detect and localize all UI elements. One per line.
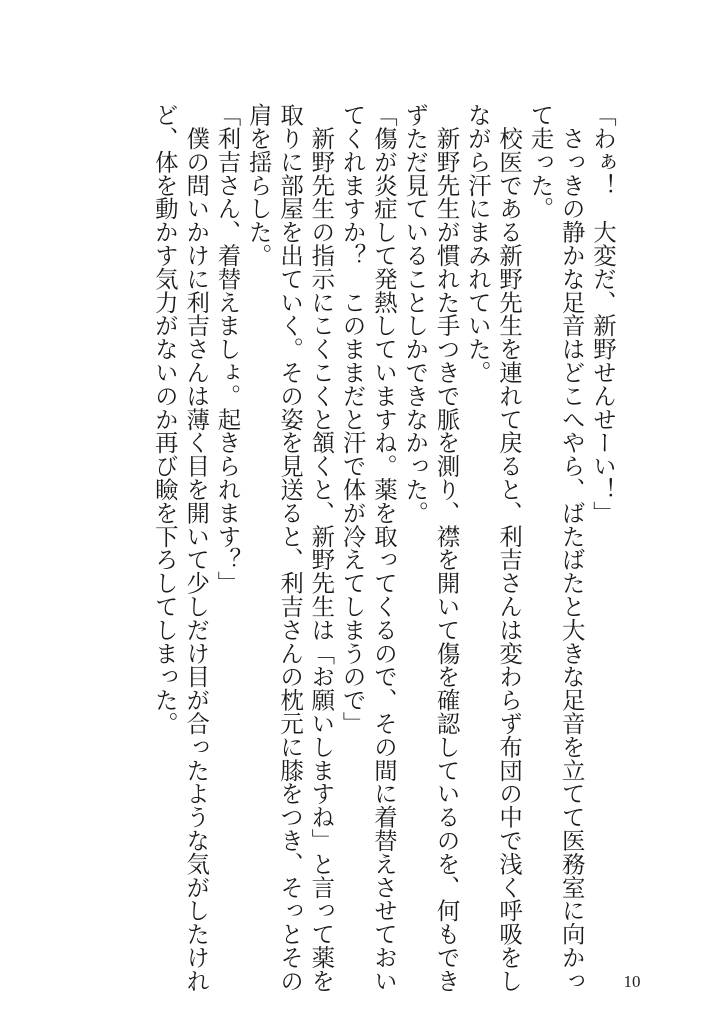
text-line-3: て走った。 bbox=[526, 103, 555, 220]
text-line-6: 新野先生が慣れた手つきで脈を測り、襟を開いて傷を確認しているのを、何もでき bbox=[432, 103, 461, 993]
text-line-11: 取りに部屋を出ていく。その姿を見送ると、利吉さんの枕元に膝をつき、そっとその bbox=[276, 103, 305, 993]
page-number: 10 bbox=[623, 972, 641, 991]
vertical-text-body bbox=[98, 103, 618, 993]
text-line-15: ど、体を動かす気力がないのか再び瞼を下ろしてしまった。 bbox=[150, 103, 179, 735]
text-line-7: ずただ見ていることしかできなかった。 bbox=[401, 103, 430, 525]
text-line-14: 僕の問いかけに利吉さんは薄く目を開いて少しだけ目が合ったような気がしたけれ bbox=[182, 103, 211, 993]
text-line-9: てくれますか？ このままだと汗で体が冷えてしまうので」 bbox=[338, 103, 367, 735]
text-line-2: さっきの静かな足音はどこへやら、ばたばたと大きな足音を立てて医務室に向かっ bbox=[557, 103, 586, 993]
text-line-5: ながら汗にまみれていた。 bbox=[463, 103, 492, 384]
text-line-12: 肩を揺らした。 bbox=[244, 103, 273, 267]
text-line-8: 「傷が炎症して発熱していますね。薬を取ってくるので、その間に着替えさせておい bbox=[369, 103, 398, 993]
text-line-13: 「利吉さん、着替えましょ。起きられます？」 bbox=[213, 103, 242, 595]
text-line-4: 校医である新野先生を連れて戻ると、利吉さんは変わらず布団の中で浅く呼吸をし bbox=[495, 103, 524, 993]
text-line-10: 新野先生の指示にこくこくと頷くと、新野先生は「お願いしますね」と言って薬を bbox=[307, 103, 336, 993]
text-line-1: 「わぁ！ 大変だ、新野せんせーい！」 bbox=[589, 103, 617, 525]
